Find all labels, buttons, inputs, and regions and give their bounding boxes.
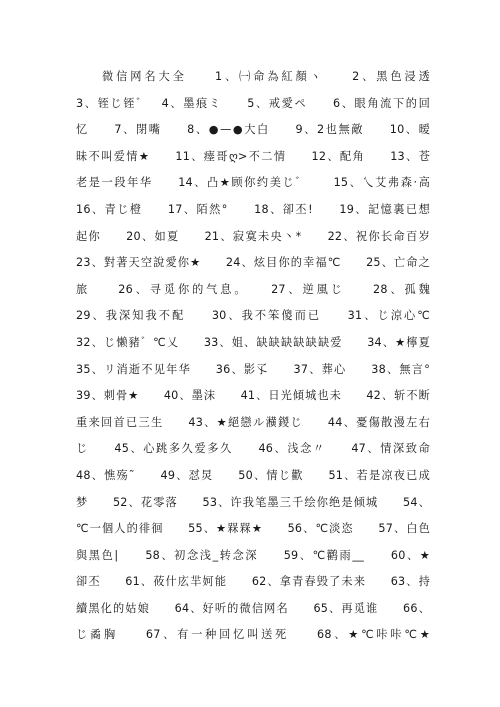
text-line: 昧不叫爱情★ 11、瘗哥ღ>不二情 12、配角 13、苍 <box>76 149 430 163</box>
text-line: 忆 7、閉嘴 8、●—●大白 9、2也無敵 10、暧 <box>76 123 430 137</box>
text-line: 梦 52、花零落 53、许我笔墨三千绘你绝是倾城 54、 <box>76 495 430 509</box>
text-line: 卻丕 61、莜什庅羋妸能 62、拿青春毁了未来 63、持 <box>76 575 430 589</box>
text-line: 29、我深知我不配 30、我不笨傻而已 31、じ涼心℃ <box>76 309 430 323</box>
text-line: 旅 26、寻觅你的气息。 27、逆風じ 28、孤魏 <box>76 282 430 296</box>
text-line: 重来回首已三生 43、★絕戀ル㶇鍐じ 44、憂傷散漫左右 <box>76 415 430 429</box>
text-line: 35、リ消逝不见年华 36、影孓 37、葬心 38、無言° <box>76 362 430 376</box>
text-line: 16、青じ橙 17、陌然° 18、卻丕! 19、記憶裏已想 <box>76 202 430 216</box>
text-line: 老是一段年华 14、凸★顾你约美じ゛ 15、乀艾弗森·高 <box>76 176 430 190</box>
text-line: じ 45、心跳多久爱多久 46、浅念〃 47、情深致命 <box>76 442 430 456</box>
text-line: ℃一個人的徘徊 55、★槑槑★ 56、℃淡恣 57、白色 <box>76 522 430 536</box>
text-line: 續黑化的姑娘 64、好听的微信网名 65、再觅谁 66、 <box>76 601 430 615</box>
text-line: 32、じ懒豬゛℃乂 33、姐、缺缺缺缺缺缺爱 34、★檸夏 <box>76 335 430 349</box>
text-line: 3、铚じ铚゛ 4、墨痕ミ 5、戒愛ペ 6、眼角流下的回 <box>76 96 430 110</box>
text-line: 微信网名大全 1、㈠命為紅顏ヽ 2、黑色浸透 <box>102 70 430 83</box>
text-line: 與黑色| 58、初念浅_转念深 59、℃鹳雨__ 60、★ <box>76 548 430 562</box>
text-line: 48、憔殇˜ 49、怼炅 50、情じ歡 51、若是凉夜已成 <box>76 468 430 482</box>
nickname-list-text <box>76 64 430 649</box>
text-line: 起你 20、如夏 21、寂寞未央丶* 22、祝你长命百岁 <box>76 229 430 243</box>
text-line: 23、對著天空說愛你★ 24、炫目你的幸福℃ 25、亡命之 <box>76 256 430 270</box>
text-line: じ矞胸 67、有一种回忆叫送死 68、★℃咔咔℃★ <box>76 628 430 642</box>
text-line: 39、刺骨★ 40、墨沫 41、日光傾城也未 42、斩不断 <box>76 389 430 403</box>
